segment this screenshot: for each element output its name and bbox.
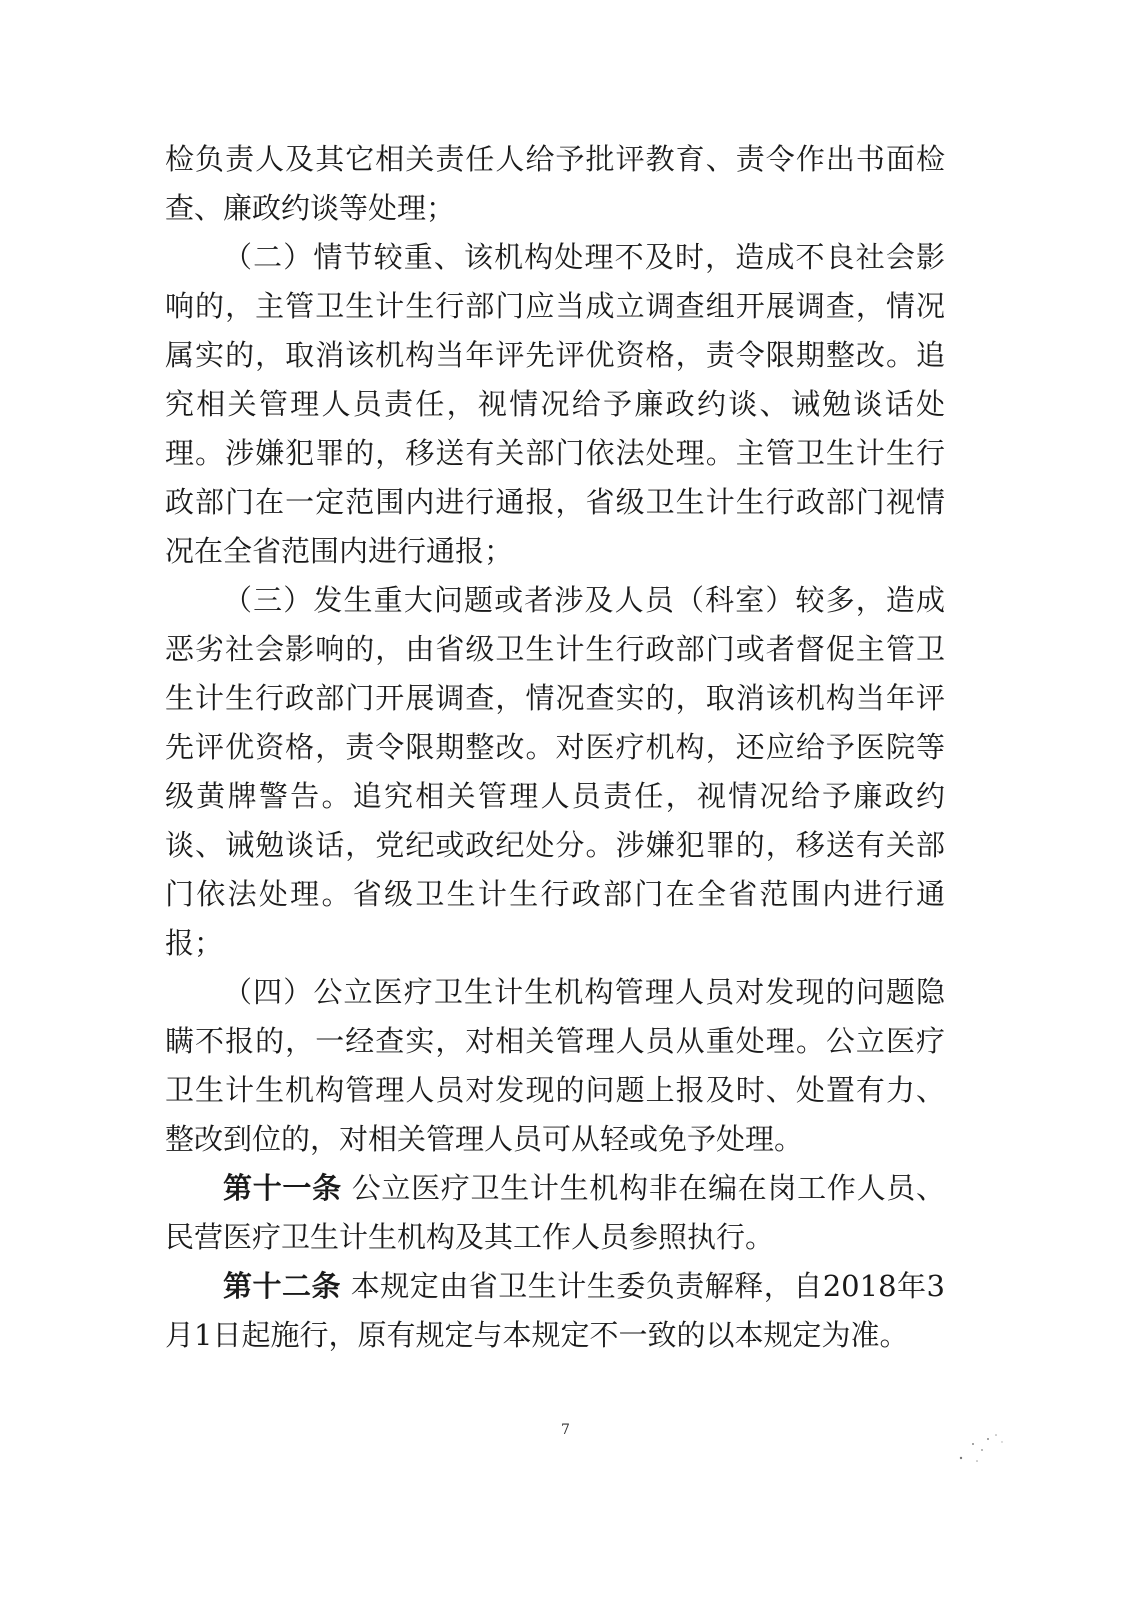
article-11 [165,1164,945,1262]
article-heading: 第十二条 [223,1269,342,1303]
paragraph-text: （三）发生重大问题或者涉及人员（科室）较多，造成恶劣社会影响的，由省级卫生计生行政部门或者督促主管卫生计生行政部门开展调查，情况查实的，取消该机构当年评先评优资格，责令限期整改。对医疗机构，还应给予医院等级黄牌警告。追究相关管理人员责任，视情况给予廉政约谈、诫勉谈话，党纪或政纪处分。涉嫌犯罪的，移送有关部门依法处理。省级卫生计生行政部门在全省范围内进行通报； [165,583,945,960]
scan-specks-decoration [955,1430,1015,1470]
article-12 [165,1262,945,1360]
paragraph-continuation [165,135,945,233]
paragraph-text: 本规定由省卫生计生委负责解释，自2018年3月1日起施行，原有规定与本规定不一致的以本规定为准。 [165,1269,945,1352]
paragraph-text: （四）公立医疗卫生计生机构管理人员对发现的问题隐瞒不报的，一经查实，对相关管理人员从重处理。公立医疗卫生计生机构管理人员对发现的问题上报及时、处置有力、整改到位的，对相关管理人员可从轻或免予处理。 [165,975,945,1156]
paragraph-text: 公立医疗卫生计生机构非在编在岗工作人员、民营医疗卫生计生机构及其工作人员参照执行。 [165,1171,945,1254]
paragraph-item-3 [165,576,945,968]
paragraph-text: 检负责人及其它相关责任人给予批评教育、责令作出书面检查、廉政约谈等处理； [165,142,945,225]
page-number: 7 [561,1422,570,1438]
paragraph-item-2 [165,233,945,576]
paragraph-item-4 [165,968,945,1164]
article-heading: 第十一条 [223,1171,342,1205]
paragraph-text: （二）情节较重、该机构处理不及时，造成不良社会影响的，主管卫生计生行部门应当成立调查组开展调查，情况属实的，取消该机构当年评先评优资格，责令限期整改。追究相关管理人员责任，视情况给予廉政约谈、诫勉谈话处理。涉嫌犯罪的，移送有关部门依法处理。主管卫生计生行政部门在一定范围内进行通报，省级卫生计生行政部门视情况在全省范围内进行通报； [165,240,945,568]
document-body [165,135,945,1360]
